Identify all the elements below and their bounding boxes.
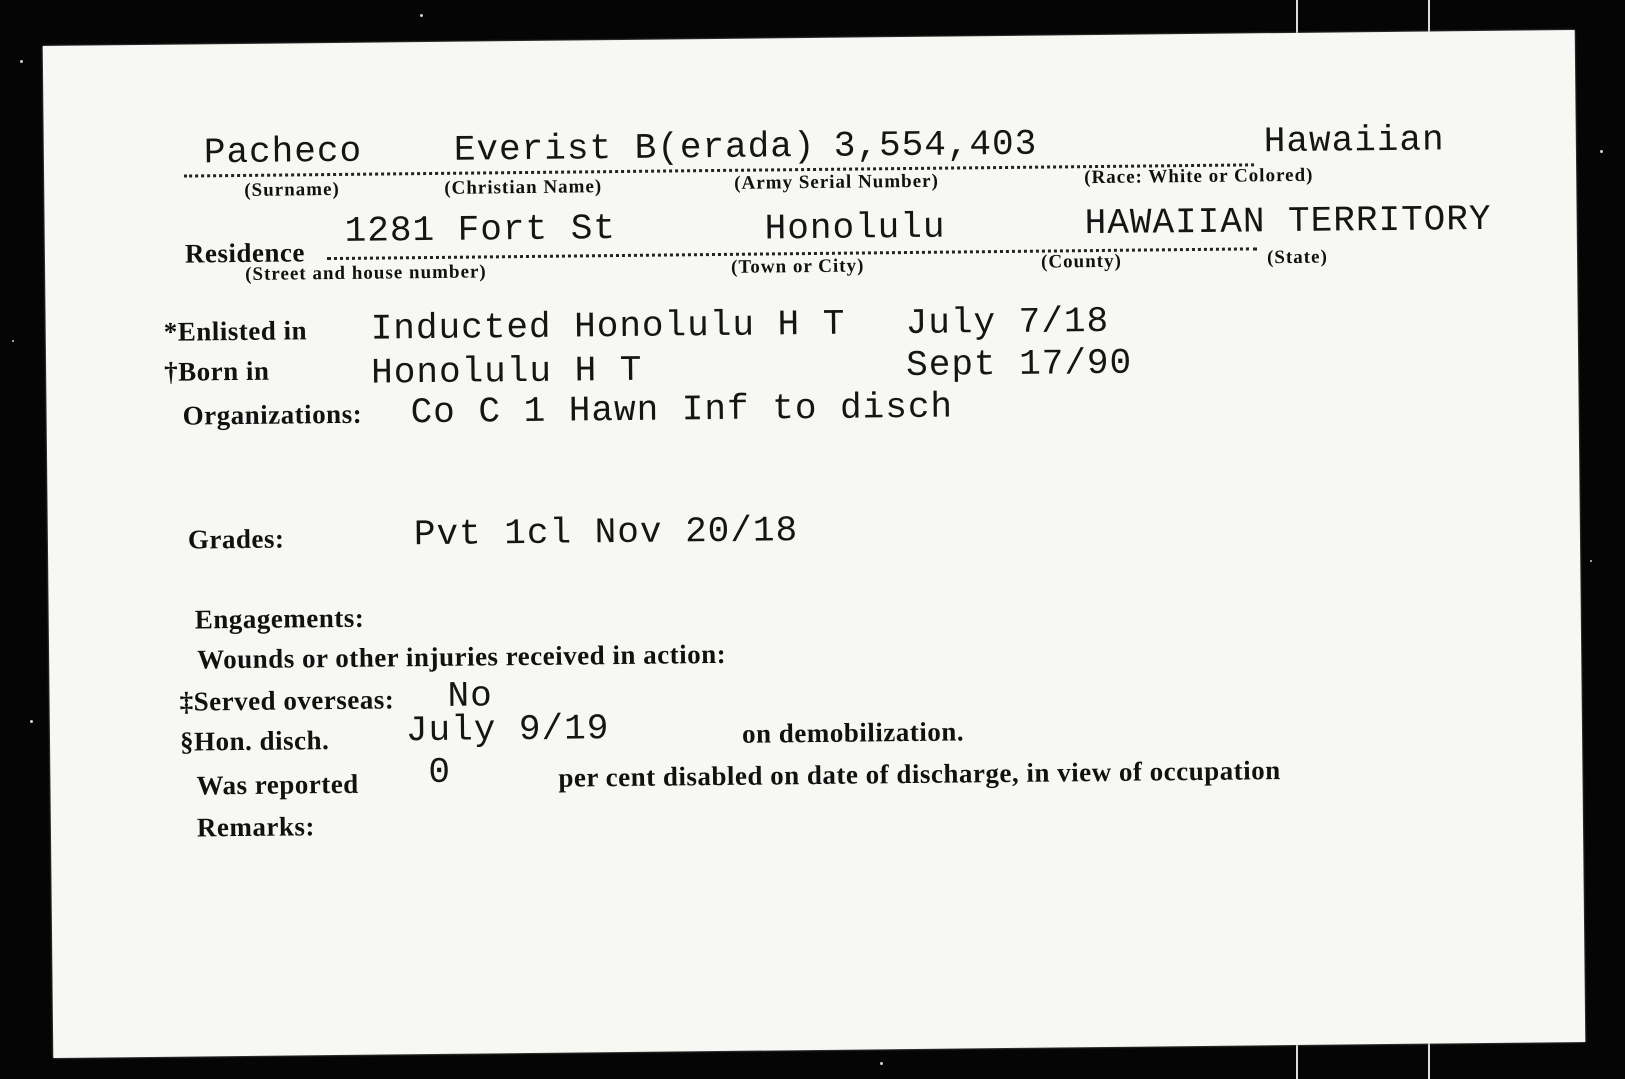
hon-disch-suffix: on demobilization. [741,716,965,749]
hon-disch-value: July 9/19 [405,708,610,752]
residence-label: Residence [184,237,306,269]
served-overseas-label: ‡Served overseas: [179,684,395,717]
film-speck [20,60,23,63]
entry-label: *Enlisted in [163,315,308,347]
engagements-label: Engagements: [194,602,365,635]
film-speck [12,340,14,342]
wounds-label: Wounds or other injuries received in action: [197,638,727,675]
served-overseas-value: No [447,675,494,717]
entry-date: July 7/18 [905,300,1110,345]
street-caption: (Street and house number) [245,261,487,285]
film-speck [420,14,423,17]
state-caption: (State) [1266,246,1328,269]
residence-street-value: 1281 Fort St [344,208,617,252]
film-speck [1600,150,1603,153]
reported-label: Was reported [196,768,359,801]
county-caption: (County) [1040,250,1123,273]
film-speck [30,720,33,723]
surname-value: Pacheco [203,130,363,174]
christian-name-caption: (Christian Name) [444,176,603,199]
service-record-card [43,30,1586,1058]
race-value: Hawaiian [1263,119,1445,163]
hon-disch-label: §Hon. disch. [179,725,330,757]
remarks-label: Remarks: [196,811,316,843]
grades-value: Pvt 1cl Nov 20/18 [413,510,799,556]
organizations-label: Organizations: [182,398,363,431]
town-caption: (Town or City) [730,255,865,278]
grades-label: Grades: [187,523,285,555]
surname-caption: (Surname) [244,178,340,201]
residence-town-value: Honolulu [764,206,946,250]
residence-county-value: HAWAIIAN TERRITORY [1084,198,1492,245]
born-label: †Born in [164,355,270,387]
film-speck [880,1062,883,1065]
christian-name-value: Everist B(erada) [453,125,816,171]
entry-value: Inducted Honolulu H T [370,303,846,350]
reported-value: 0 [428,751,452,794]
born-date: Sept 17/90 [905,342,1133,387]
reported-suffix: per cent disabled on date of discharge, in view of occupation [558,755,1281,793]
organizations-value: Co C 1 Hawn Inf to disch [410,386,954,434]
race-caption: (Race: White or Colored) [1084,164,1314,189]
army-serial-number-caption: (Army Serial Number) [734,170,940,194]
army-serial-number-value: 3,554,403 [833,123,1038,167]
born-value: Honolulu H T [370,349,643,394]
film-speck [1590,560,1592,562]
